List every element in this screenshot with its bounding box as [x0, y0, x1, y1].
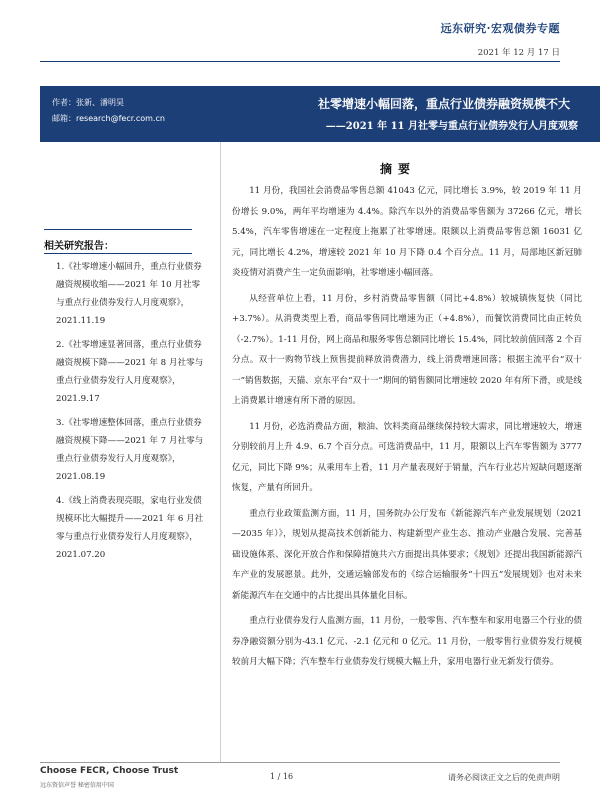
- footer-tagline: 远东资信声誉 秘密信用中国: [40, 782, 114, 789]
- abstract-paragraph: 11 月份，必选消费品方面，粮油、饮料类商品继续保持较大需求，同比增速较大，增速分别较前月上升 4.9、6.7 个百分点。可选消费品中，11 月，限额以上汽车零售额为 3777 亿元，同比下降 9%；从乘用车上看，11 月产量表现好于销量，汽车行业芯片短缺问题逐渐恢复，产量有所回升。: [232, 421, 582, 493]
- related-reports-list: [56, 258, 204, 570]
- footer-brand-slogan: Choose FECR, Choose Trust: [40, 766, 179, 776]
- column-divider: [220, 142, 221, 762]
- report-series-label: 远东研究·宏观债券专题: [440, 22, 560, 35]
- header-divider: [40, 61, 560, 62]
- abstract-paragraph: 从经营单位上看，11 月份，乡村消费品零售额（同比+4.8%）较城镇恢复快（同比+3.7%）。从消费类型上看，商品零售同比增速为正（+4.8%），而餐饮消费同比由正转负（-2.7%）。1-11 月份，网上商品和服务零售总额同比增长 15.4%，同比较前值回落 2 个百分点。双十一购物节线上预售提前释放消费潜力，线上消费增速回落；根据主流平台“双十一”销售数据，天猫、京东平台“双十一”期间的销售额同比增速较 2020 年有所下滑，或是线上消费累计增速有所下滑的原因。: [232, 293, 582, 406]
- report-subtitle: ——2021 年 11 月社零与重点行业债券发行人月度观察: [325, 121, 578, 132]
- email-line: 邮箱：research@fecr.com.cn: [52, 114, 165, 123]
- sidebar-heading-rule: [44, 253, 192, 254]
- related-reports-heading: 相关研究报告：: [44, 241, 114, 252]
- abstract-body: [232, 181, 582, 678]
- report-title: 社零增速小幅回落，重点行业债券融资规模不大: [317, 97, 570, 111]
- abstract-paragraph: 重点行业债券发行人监测方面，11 月份，一般零售、汽车整车和家用电器三个行业的债券净融资额分别为-43.1 亿元、-2.1 亿元和 0 亿元。11 月份，一般零售行业债券发行规模较前月大幅下降；汽车整车行业债券发行规模大幅上升，家用电器行业无新发行债券。: [232, 616, 582, 667]
- related-report-item[interactable]: 3.《社零增速整体回落，重点行业债券融资规模下降——2021 年 7 月社零与重点行业债券发行人月度观察》，2021.08.19: [56, 418, 204, 482]
- abstract-paragraph: 11 月份，我国社会消费品零售总额 41043 亿元，同比增长 3.9%，较 2019 年 11 月份增长 9.0%，两年平均增速为 4.4%。除汽车以外的消费品零售额为 37266 亿元，增长 5.4%，汽车零售增速在一定程度上拖累了社零增速。限额以上消费品零售总额 16031 亿元，同比增长 4.2%，增速较 2021 年 10 月下降 0.4 个百分点。11 月，局部地区新冠肺炎疫情对消费产生一定负面影响，社零增速小幅回落。: [232, 186, 582, 278]
- author-line: 作者：张新、潘明昊: [52, 98, 124, 107]
- disclaimer-note: 请务必阅读正文之后的免责声明: [448, 773, 560, 782]
- abstract-paragraph: 重点行业政策监测方面，11 月，国务院办公厅发布《新能源汽车产业发展规划（2021—2035 年）》，规划从提高技术创新能力、构建新型产业生态、推动产业融合发展、完善基础设施体系、深化开放合作和保障措施共六方面提出具体要求；《规划》还提出我国新能源汽车产业的发展愿景。此外，交通运输部发布的《综合运输服务“十四五”发展规划》也对未来新能源汽车在交通中的占比提出具体量化目标。: [232, 508, 582, 601]
- page-number: 1 / 16: [270, 772, 294, 781]
- related-report-item[interactable]: 1.《社零增速小幅回升，重点行业债券融资规模收缩——2021 年 10 月社零与重点行业债券发行人月度观察》，2021.11.19: [56, 262, 202, 326]
- title-banner: [40, 86, 600, 142]
- related-report-item[interactable]: 4.《线上消费表现亮眼，家电行业发债规模环比大幅提升——2021 年 6 月社零与重点行业债券发行人月度观察》，2021.07.20: [56, 496, 204, 560]
- abstract-heading: 摘要: [380, 162, 417, 176]
- footer-divider: [40, 762, 560, 763]
- related-report-item[interactable]: 2.《社零增速显著回落，重点行业债券融资规模下降——2021 年 8 月社零与重点行业债券发行人月度观察》，2021.9.17: [56, 340, 204, 404]
- report-date: 2021 年 12 月 17 日: [477, 48, 560, 58]
- sidebar-top-rule: [44, 229, 192, 230]
